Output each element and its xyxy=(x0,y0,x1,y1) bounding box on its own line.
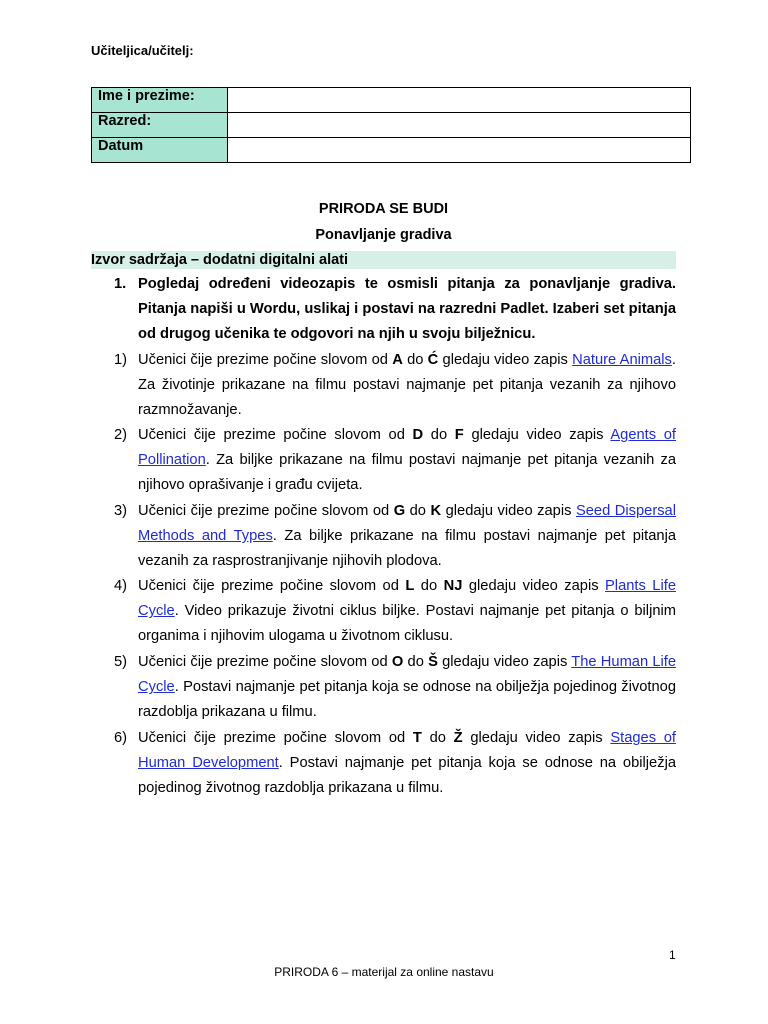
item-intro: Učenici čije prezime počine slovom od xyxy=(138,352,393,368)
item-intro: Učenici čije prezime počine slovom od xyxy=(138,427,413,443)
item-number: 5) xyxy=(114,654,128,670)
video-link[interactable]: Stages of Human Development xyxy=(138,730,677,772)
list-item xyxy=(114,423,676,499)
table-row xyxy=(92,88,691,113)
instruction-number: 1. xyxy=(114,276,127,292)
item-intro: Učenici čije prezime počine slovom od xyxy=(138,654,392,670)
letter-to: Ć xyxy=(427,352,439,368)
item-watch: gledaju video zapis xyxy=(438,352,573,368)
letter-from: D xyxy=(412,427,424,443)
letter-to: F xyxy=(454,427,464,443)
date-label: Datum xyxy=(92,138,228,163)
letter-from: G xyxy=(393,503,406,519)
item-number: 2) xyxy=(114,427,128,443)
list-item xyxy=(114,650,676,726)
name-field[interactable] xyxy=(228,88,691,113)
item-watch: gledaju video zapis xyxy=(462,730,611,746)
item-number: 6) xyxy=(114,730,128,746)
letter-from: T xyxy=(412,730,422,746)
list-item xyxy=(114,348,676,424)
letter-to: K xyxy=(430,503,442,519)
page-footer: PRIRODA 6 – materijal za online nastavu xyxy=(274,965,494,979)
item-watch: gledaju video zapis xyxy=(462,578,606,594)
item-do: do xyxy=(421,730,454,746)
list-item xyxy=(114,726,676,802)
instruction-item xyxy=(114,272,676,348)
letter-to: Š xyxy=(428,654,438,670)
letter-to: Ž xyxy=(453,730,463,746)
table-row xyxy=(92,138,691,163)
date-field[interactable] xyxy=(228,138,691,163)
video-link[interactable]: The Human Life Cycle xyxy=(138,654,677,696)
item-task: . Za biljke prikazane na filmu postavi najmanje pet pitanja vezanih za rasprostranjivanje njihovih plodova. xyxy=(138,528,676,570)
item-number: 1) xyxy=(114,352,128,368)
document-subtitle: Ponavljanje gradiva xyxy=(315,227,452,243)
video-link[interactable]: Agents of Pollination xyxy=(138,427,677,469)
class-label: Razred: xyxy=(92,113,228,138)
item-task: . Video prikazuje životni ciklus biljke. Postavi najmanje pet pitanja o biljnim organima i njihovim ulogama u životnom ciklusu. xyxy=(138,603,676,645)
video-link[interactable]: Plants Life Cycle xyxy=(138,578,676,620)
item-watch: gledaju video zapis xyxy=(441,503,576,519)
item-task: . Postavi najmanje pet pitanja koja se odnose na obilježja pojedinog životnog razdoblja prikazana u filmu. xyxy=(138,755,677,797)
item-intro: Učenici čije prezime počine slovom od xyxy=(138,503,394,519)
item-intro: Učenici čije prezime počine slovom od xyxy=(138,578,406,594)
list-item xyxy=(114,499,676,575)
letter-from: O xyxy=(391,654,404,670)
letter-from: A xyxy=(392,352,403,368)
item-task: . Za životinje prikazane na filmu postavi najmanje pet pitanja vezanih za njihovo razmnožavanje. xyxy=(138,352,676,419)
teacher-label: Učiteljica/učitelj: xyxy=(91,43,194,58)
item-do: do xyxy=(414,578,444,594)
class-field[interactable] xyxy=(228,113,691,138)
item-number: 4) xyxy=(114,578,128,594)
instruction-text: Pogledaj određeni videozapis te osmisli pitanja za ponavljanje gradiva. Pitanja napiši u Wordu, uslikaj i postavi na razredni Padlet. Izaberi set pitanja od drugog učenika te odgovori na njih u svoju bilježnicu. xyxy=(138,276,676,343)
document-title: PRIRODA SE BUDI xyxy=(318,201,449,217)
section-heading: Izvor sadržaja – dodatni digitalni alati xyxy=(91,251,676,269)
item-do: do xyxy=(403,654,429,670)
item-do: do xyxy=(423,427,455,443)
item-task: . Postavi najmanje pet pitanja koja se odnose na obilježja pojedinog životnog razdoblja prikazana u filmu. xyxy=(138,679,676,721)
item-task: . Za biljke prikazane na filmu postavi najmanje pet pitanja vezanih za njihovo oprašivanje i građu cvijeta. xyxy=(138,452,676,494)
letter-to: NJ xyxy=(443,578,463,594)
item-watch: gledaju video zapis xyxy=(463,427,611,443)
page-number: 1 xyxy=(669,948,676,962)
list-item xyxy=(114,574,676,650)
video-link[interactable]: Seed Dispersal Methods and Types xyxy=(138,503,676,545)
student-info-table xyxy=(91,87,691,163)
video-link[interactable]: Nature Animals xyxy=(572,352,672,368)
table-row xyxy=(92,113,691,138)
item-watch: gledaju video zapis xyxy=(437,654,572,670)
item-do: do xyxy=(402,352,428,368)
name-label: Ime i prezime: xyxy=(92,88,228,113)
letter-from: L xyxy=(405,578,415,594)
item-intro: Učenici čije prezime počine slovom od xyxy=(138,730,413,746)
item-do: do xyxy=(405,503,431,519)
item-number: 3) xyxy=(114,503,128,519)
